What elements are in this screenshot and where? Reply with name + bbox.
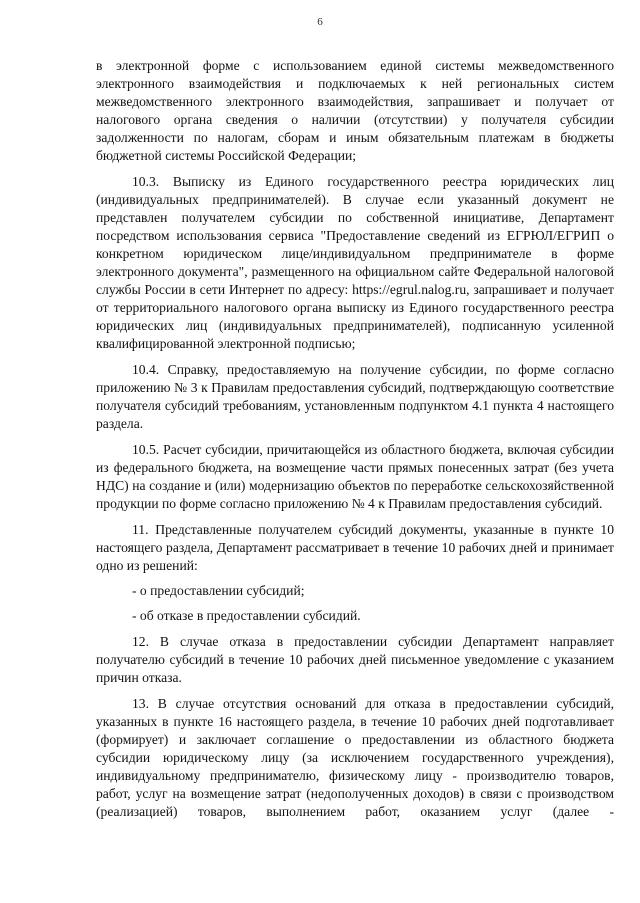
page-number: 6: [317, 16, 323, 28]
paragraph-13: 13. В случае отсутствия оснований для отказа в предоставлении субсидий, указанных в пункте 16 настоящего раздела, в течение 10 рабочих дней подготавливает (формирует) и заключает соглашение о предоставлении из областного бюджета субсидии юридическому лицу (за исключением государственного учреждения), индивидуальному предпринимателю, физическому лицу - производителю товаров, работ, услуг на возмещение затрат (недополученных доходов) в связи с производством (реализацией) товаров, выполнением работ, оказанием услуг (далее -: [96, 696, 614, 819]
list-item-grant: - о предоставлении субсидий;: [132, 583, 305, 598]
paragraph-10-4: 10.4. Справку, предоставляемую на получение субсидии, по форме согласно приложению № 3 к Правилам предоставления субсидий, подтверждающую соответствие получателя субсидий требованиям, установленным подпунктом 4.1 пункта 4 настоящего раздела.: [96, 362, 614, 431]
paragraph-10-5: 10.5. Расчет субсидии, причитающейся из областного бюджета, включая субсидии из федерального бюджета, на возмещение части прямых понесенных затрат (без учета НДС) на создание и (или) модернизацию объектов по переработке сельскохозяйственной продукции по форме согласно приложению № 4 к Правилам предоставления субсидий.: [96, 442, 614, 511]
paragraph-12: 12. В случае отказа в предоставлении субсидии Департамент направляет получателю субсидий в течение 10 рабочих дней письменное уведомление с указанием причин отказа.: [96, 634, 614, 685]
paragraph-11: 11. Представленные получателем субсидий документы, указанные в пункте 10 настоящего раздела, Департамент рассматривает в течение 10 рабочих дней и принимает одно из решений:: [96, 522, 614, 573]
paragraph-10-3: 10.3. Выписку из Единого государственного реестра юридических лиц (индивидуальных предпринимателей). В случае если указанный документ не представлен получателем субсидии по собственной инициативе, Департамент посредством использования сервиса "Предоставление сведений из ЕГРЮЛ/ЕГРИП о конкретном юридическом лице/индивидуальном предпринимателе в форме электронного документа", размещенного на официальном сайте Федеральной налоговой службы России в сети Интернет по адресу: https://egrul.nalog.ru, запрашивает и получает от территориального налогового органа выписку из Единого государственного реестра юридических лиц (индивидуальных предпринимателей), подписанную усиленной квалифицированной электронной подписью;: [96, 174, 614, 351]
list-item-refuse: - об отказе в предоставлении субсидий.: [132, 608, 361, 623]
document-body: [96, 57, 614, 821]
paragraph-continuation: в электронной форме с использованием единой системы межведомственного электронного взаимодействия и подключаемых к ней региональных систем межведомственного электронного взаимодействия, запрашивает и получает от налогового органа сведения о наличии (отсутствии) у получателя субсидии задолженности по налогам, сборам и иным обязательным платежам в бюджеты бюджетной системы Российской Федерации;: [96, 58, 614, 163]
